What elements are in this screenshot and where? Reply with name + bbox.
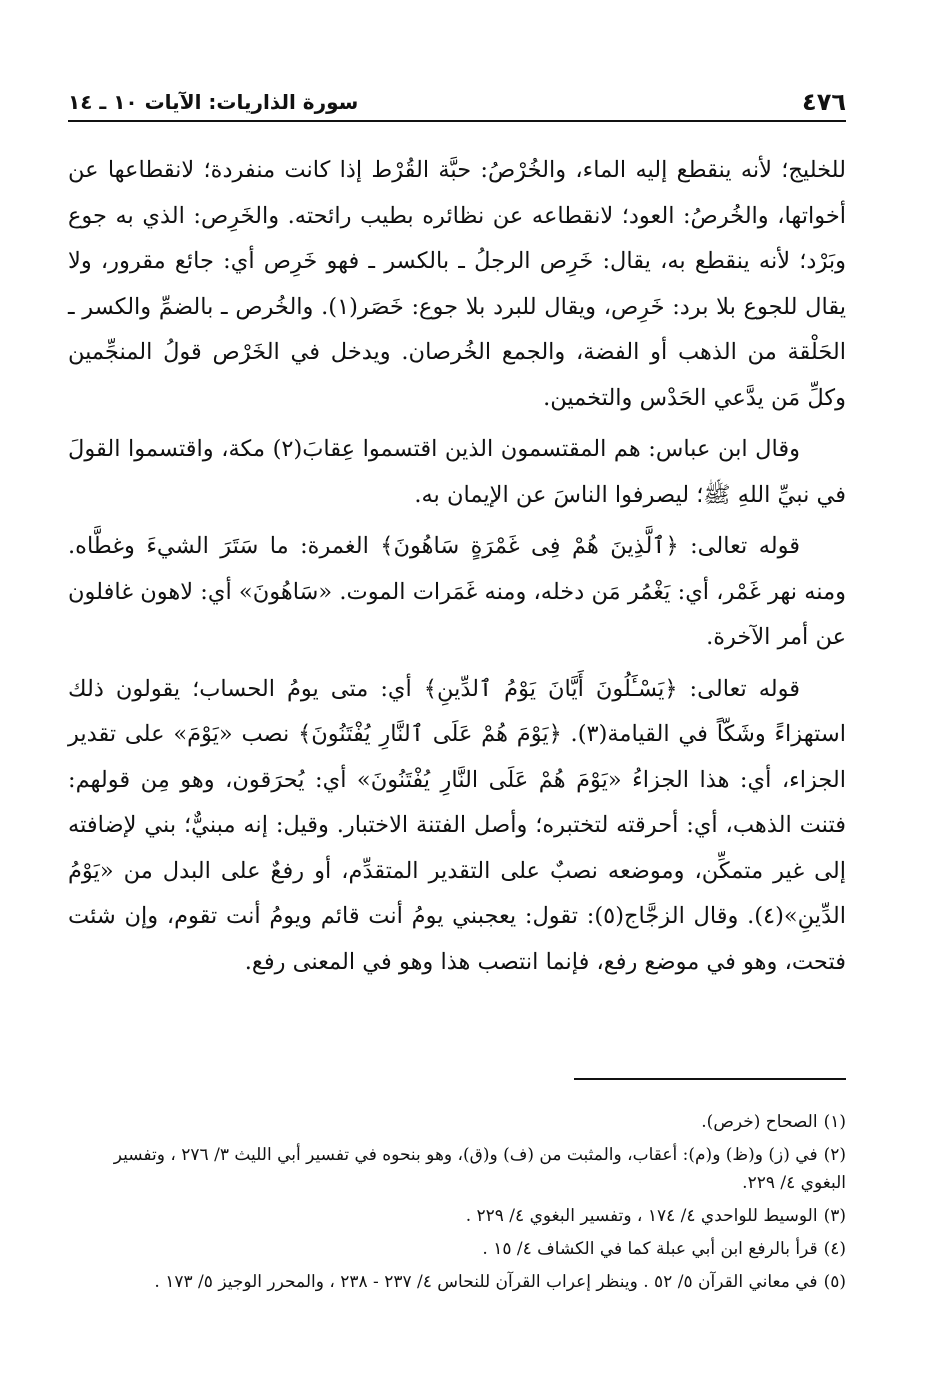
footnote-number: (٤): [823, 1239, 846, 1259]
footnote-number: (٥): [823, 1272, 846, 1292]
footnote: [68, 1108, 846, 1136]
header-title: سورة الذاريات: الآيات ١٠ ـ ١٤: [68, 90, 359, 114]
footnote: [68, 1268, 846, 1296]
footnote-text: في (ز) و(ظ) و(م): أعقاب، والمثبت من (ف) و(ق)، وهو بنحوه في تفسير أبي الليث ٣/ ٢٧٦ ، وتفسير البغوي ٤/ ٢٢٩.: [113, 1145, 846, 1193]
paragraph: وقال ابن عباس: هم المقتسمون الذين اقتسموا عِقابَ(٢) مكة، واقتسموا القولَ في نبيِّ اللهِ ﷺ؛ ليصرفوا الناسَ عن الإيمان به.: [68, 436, 846, 508]
page-number: ٤٧٦: [802, 88, 846, 116]
footnote-separator: [574, 1078, 846, 1080]
header-rule: [68, 120, 846, 122]
footnote-number: (٣): [823, 1206, 846, 1226]
footnote: [68, 1202, 846, 1230]
footnote-text: الصحاح (خرص).: [701, 1112, 818, 1132]
footnote-text: الوسيط للواحدي ٤/ ١٧٤ ، وتفسير البغوي ٤/ ٢٢٩ .: [465, 1206, 818, 1226]
footnote-number: (١): [823, 1112, 846, 1132]
main-text: [68, 148, 846, 985]
footnote-text: قرأ بالرفع ابن أبي عبلة كما في الكشاف ٤/ ١٥ .: [482, 1239, 818, 1259]
running-header: [68, 82, 846, 122]
book-page: [68, 0, 846, 1383]
footnotes: [68, 1108, 846, 1301]
paragraph: قوله تعالى: ﴿ٱلَّذِينَ هُمْ فِى غَمْرَةٍ سَاهُونَ﴾ الغمرة: ما سَتَرَ الشيءَ وغطَّاه. ومنه نهر غَمْر، أي: يَغْمُر مَن دخله، ومنه غَمَرات الموت. «سَاهُونَ» أي: لاهون غافلون عن أمر الآخرة.: [68, 533, 846, 650]
footnote: [68, 1235, 846, 1263]
footnote: [68, 1141, 846, 1197]
paragraph: للخليج؛ لأنه ينقطع إليه الماء، والخُرْصُ: حبَّة القُرْط إذا كانت منفردة؛ لانقطاعها عن أخواتها، والخُرصُ: العود؛ لانقطاعه عن نظائره بطيب رائحته. والخَرِص: الذي به جوع وبَرْد؛ لأنه ينقطع به، يقال: خَرِص الرجلُ ـ بالكسر ـ فهو خَرِص أي: جائع مقرور، ولا يقال للجوع بلا برد: خَرِص، ويقال للبرد بلا جوع: خَصَر(١). والخُرص ـ بالضمِّ والكسر ـ الحَلْقة من الذهب أو الفضة، والجمع الخُرصان. ويدخل في الخَرْص قولُ المنجِّمين وكلِّ مَن يدَّعي الحَدْس والتخمين.: [68, 157, 846, 411]
paragraph: قوله تعالى: ﴿يَسْـَٔلُونَ أَيَّانَ يَوْمُ ٱلدِّينِ﴾ أي: متى يومُ الحساب؛ يقولون ذلك استهزاءً وشَكّاً في القيامة(٣). ﴿يَوْمَ هُمْ عَلَى ٱلنَّارِ يُفْتَنُونَ﴾ نصب «يَوْمَ» على تقدير الجزاء، أي: هذا الجزاءُ «يَوْمَ هُمْ عَلَى النَّارِ يُفْتَنُونَ» أي: يُحرَقون، وهو مِن قولهم: فتنت الذهب، أي: أحرقته لتختبره؛ وأصل الفتنة الاختبار. وقيل: إنه مبنيٌّ؛ بني لإضافته إلى غير متمكِّن، وموضعه نصبٌ على التقدير المتقدِّم، أو رفعٌ على البدل من «يَوْمُ الدِّينِ»(٤). وقال الزجَّاج(٥): تقول: يعجبني يومُ أنت قائم ويومُ أنت تقوم، وإن شئت فتحت، وهو في موضع رفع، فإنما انتصب هذا وهو في المعنى رفع.: [68, 675, 846, 975]
footnote-number: (٢): [823, 1145, 846, 1165]
footnote-text: في معاني القرآن ٥/ ٥٢ . وينظر إعراب القرآن للنحاس ٤/ ٢٣٧ - ٢٣٨ ، والمحرر الوجيز ٥/ ١٧٣ .: [154, 1272, 818, 1292]
